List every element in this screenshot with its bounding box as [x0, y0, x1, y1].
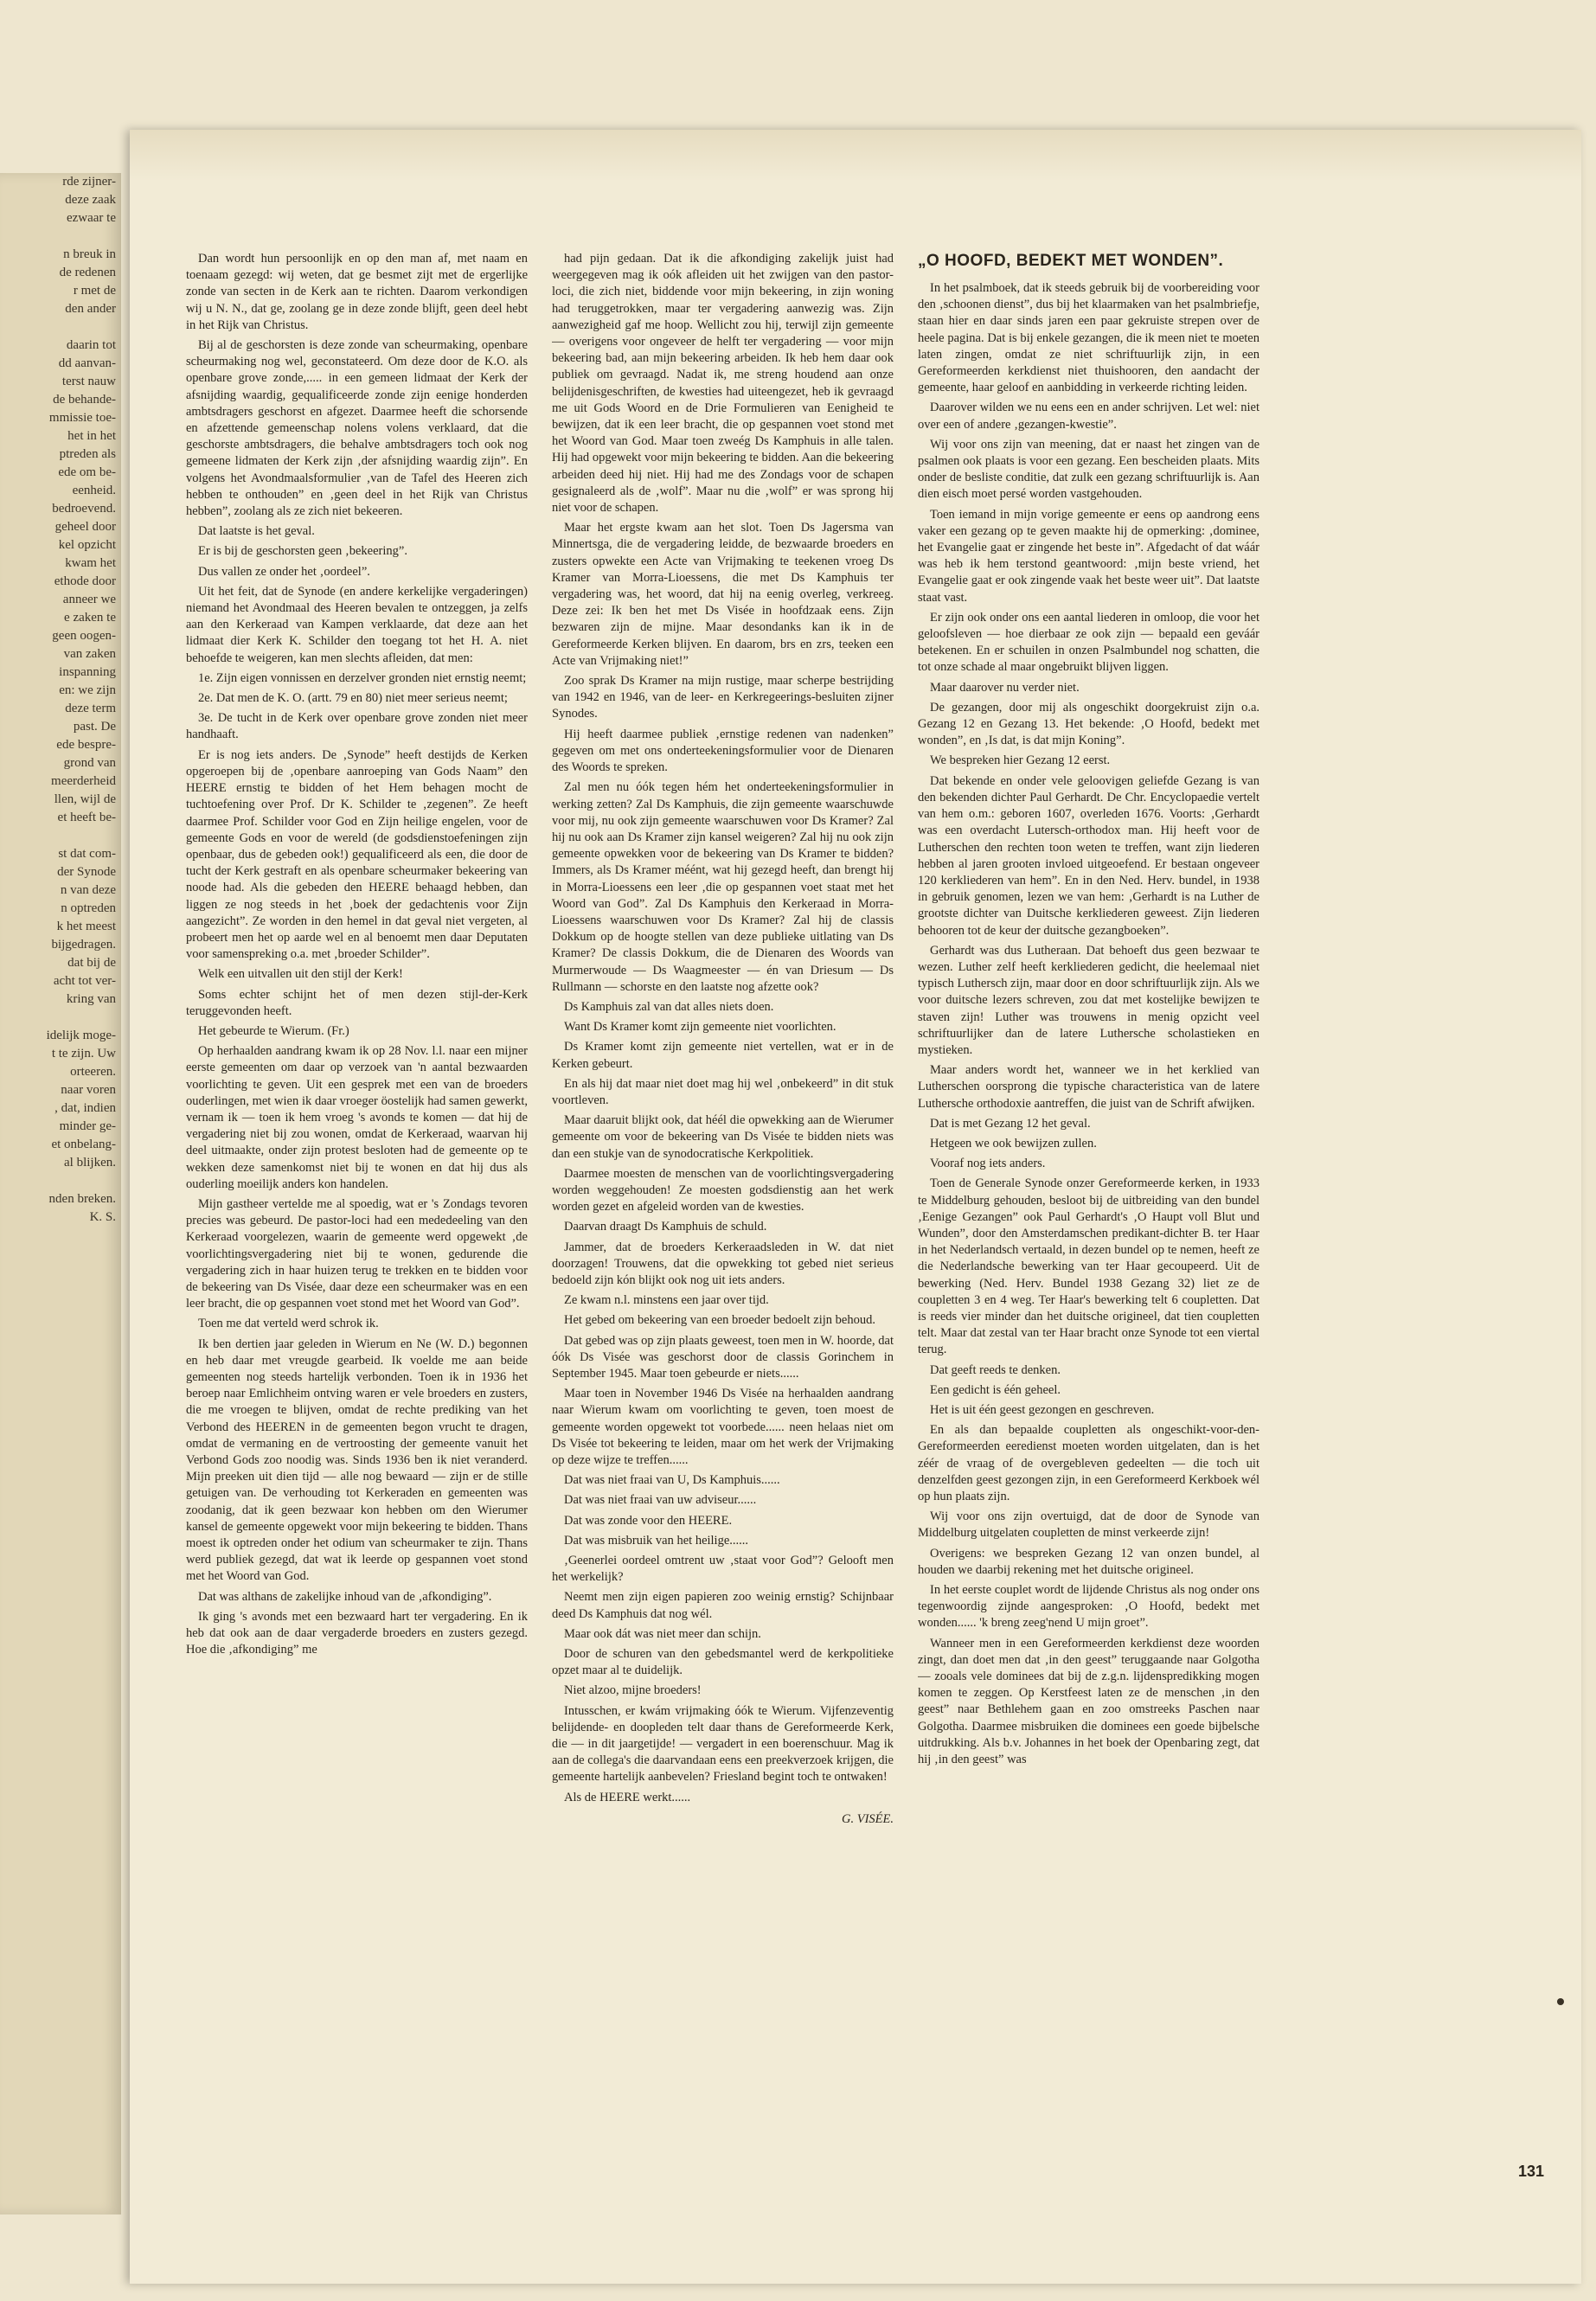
previous-page-line: bedroevend.	[52, 502, 116, 516]
paragraph: De gezangen, door mij als ongeschikt doorgekruist zijn o.a. Gezang 12 en Gezang 13. Het bekende: ‚O Hoofd, bedekt met wonden”, en ‚Is dat, is dat mijn Koning”.	[918, 700, 1259, 748]
paragraph: In het psalmboek, dat ik steeds gebruik bij de voorbereiding voor den ‚schoonen dienst”, dus bij het klaarmaken van het psalmbriefje, staan hier en daar sinds jaren een paar gekruiste strepen over de heele pagina. Dat is bij enkele gezangen, die ik meen niet te moeten laten zingen, omdat ze niet schriftuurlijk zijn, in een Gereformeerden kerkdienst niet thuishooren, den aandacht der gemeente, haar geloof en aanbidding in verkeerde richting leiden.	[918, 281, 1259, 395]
paragraph: Maar daaruit blijkt ook, dat héél die opwekking aan de Wierumer gemeente om voor de bekeering van Ds Visée te bidden niets was dan een stukje van de synodocratische Kerkpolitiek.	[552, 1113, 894, 1161]
previous-page-line: dat bij de	[67, 956, 116, 970]
paragraph: Maar toen in November 1946 Ds Visée na herhaalden aandrang naar Wierum kwam om voorlichting te geven, toen moest de gemeente worden opgewekt tot voorbede...... neen helaas niet om Ds Visée tot bekeering te leiden, maar om het werk der Vrijmaking op deze wijze te treffen......	[552, 1387, 894, 1468]
previous-page-line: t te zijn. Uw	[51, 1047, 116, 1061]
previous-page-line: acht tot ver-	[53, 974, 116, 988]
previous-page-line: de behande-	[53, 393, 116, 407]
paragraph: Maar het ergste kwam aan het slot. Toen Ds Jagersma van Minnertsga, die de vergadering leidde, de bezwaarde broeders en zusters opwekte een Acte van Vrijmaking te teekenen vroeg Ds Kramer van Morra-Lioessens, die met Ds Kamphuis ter vergadering was, het woord, dat hij na eenig overleg, verkreeg. Deze zei: Ik ben het met Ds Visée in hoofdzaak eens. Zijn bezwaren zijn de mijne. Maar desondanks kan ik in de Gereformeerde Kerken blijven. En daarom, brs en zrs, teeken een Acte van Vrijmaking niet!”	[552, 521, 894, 668]
paragraph: In het eerste couplet wordt de lijdende Christus als nog onder ons tegenwoordig zijnde aangesproken: ‚O Hoofd, bedekt met wonden...... 'k breng zeeg'nend U mijn groet”.	[918, 1583, 1259, 1631]
paragraph: Wij voor ons zijn van meening, dat er naast het zingen van de psalmen ook plaats is voor een gezang. Een bescheiden plaats. Mits onder de besliste conditie, dat zulk een gezang schriftuurlijk is. Aan dien eisch moet persé worden vastgehouden.	[918, 437, 1259, 502]
paragraph: En als hij dat maar niet doet mag hij wel ‚onbekeerd” in dit stuk voortleven.	[552, 1076, 894, 1107]
previous-page-line: mmissie toe-	[48, 411, 116, 425]
paragraph: Intusschen, er kwám vrijmaking óók te Wierum. Vijfenzeventig belijdende- en doopleden telt daar thans de Gereformeerde Kerk, die — in dit jaargetijde! — vergadert in een boerenschuur. Mag ik aan de collega's die daarvandaan eens een preekverzoek krijgen, die gemeente hartelijk aanbevelen? Friesland begint toch te ontwaken!	[552, 1703, 894, 1785]
paragraph: Toen me dat verteld werd schrok ik.	[198, 1317, 379, 1331]
previous-page-line: ptreden als	[59, 447, 116, 461]
paragraph: Mijn gastheer vertelde me al spoedig, wat er 's Zondags tevoren precies was gebeurd. De pastor-loci had een mededeeling van den Kerkeraad voorgelezen, waarin de gemeente werd opgewekt ‚de voorlichtingsvergadering niet bij te wonen, gedurende die vergadering zich in haar huizen terug te trekken en te bidden voor de bekeering van Ds Visée, daar deze een scheurmaker was en een leer bracht, die op gespannen voet stond met het Woord van God”.	[186, 1196, 528, 1311]
paragraph: Dat was althans de zakelijke inhoud van de ‚afkondiging”.	[198, 1589, 492, 1604]
author-signature: G. VISÉE.	[842, 1811, 894, 1826]
paragraph: Soms echter schijnt het of men dezen stijl-der-Kerk teruggevonden heeft.	[186, 987, 528, 1018]
previous-page-line: inspanning	[59, 665, 116, 679]
paragraph: Als de HEERE werkt......	[564, 1790, 691, 1804]
previous-page-strip	[0, 173, 121, 2214]
paragraph: 1e. Zijn eigen vonnissen en derzelver gronden niet ernstig neemt;	[198, 670, 527, 685]
paragraph: Daarvan draagt Ds Kamphuis de schuld.	[564, 1220, 767, 1234]
previous-page-line	[0, 318, 121, 336]
paragraph: Neemt men zijn eigen papieren zoo weinig ernstig? Schijnbaar deed Ds Kamphuis dat nog wél.	[552, 1590, 894, 1621]
previous-page-line	[0, 827, 121, 845]
paragraph: Het gebeurde te Wierum. (Fr.)	[198, 1023, 349, 1038]
paragraph: Daarover wilden we nu eens een en ander schrijven. Let wel: niet over een of andere ‚gezangen-kwestie”.	[918, 401, 1259, 432]
paragraph: Het gebed om bekeering van een broeder bedoelt zijn behoud.	[564, 1313, 875, 1328]
column-2	[552, 251, 894, 2145]
paragraph: Op herhaalden aandrang kwam ik op 28 Nov. l.l. naar een mijner eerste gemeenten om daar op verzoek van 'n aantal bezwaarden voorlichting te geven. Uit een gesprek met een van de broeders ouderlingen, met wien ik daar vroeger öostelijk had samen gewerkt, vernam ik — toen ik hem vroeg 's avonds te komen — dat hij de vergadering niet bij zou wonen, omdat de Kerkeraad, waarvan hij deel uitmaakte, onder zijn protest besloten had de gemeente op te wekken deze samenkomst niet bij te wonen en dat hij dus als ouderling moeilijk anders kon handelen.	[186, 1044, 528, 1191]
paragraph: Overigens: we bespreken Gezang 12 van onzen bundel, al houden we daarbij rekening met het duitsche origineel.	[918, 1546, 1259, 1577]
paragraph: had pijn gedaan. Dat ik die afkondiging zakelijk juist had weergegeven mag ik oók afleiden uit het zwijgen van den pastor-loci, die zich niet, biddende voor mijn bekeering, in zijn woning had teruggetrokken, maar ter vergadering aanwezig was. Zijn aanwezigheid gaf me hoop. Wellicht zou hij, terwijl zijn gemeente — overigens voor ongeveer de helft ter vergadering — voor mijn bekeering bad, aan mijn bekeering arbeiden. Ik heb hem daar ook publiek om gevraagd. Nadat ik, me streng houdend aan onze belijdenisgeschriften, de kwesties had uiteengezet, heb ik gevraagd me uit Gods Woord en de Drie Formulieren van Eenigheid te bewijzen, dat ik een leer bracht, die op gespannen voet stond met het Woord van God. Maar toen zweég Ds Kamphuis in alle talen. Hij had opgewekt voor mijn bekeering te bidden. Aan die bekeering arbeiden deed hij niet. Hij had me des Zondags voor de schapen gesignaleerd als de ‚wolf”. Maar nu die ‚wolf” er was sprong hij niet voor de schapen.	[552, 252, 894, 516]
column-3	[918, 251, 1259, 2145]
paragraph: Jammer, dat de broeders Kerkeraadsleden in W. dat niet doorzagen! Trouwens, dat die opwekking tot gebed niet serieus bedoeld zijn kón blijkt ook nog uit iets anders.	[552, 1240, 894, 1287]
paragraph: Zoo sprak Ds Kramer na mijn rustige, maar scherpe bestrijding van 1942 en 1946, van de leer- en Kerkregeerings-besluiten zijner Synodes.	[552, 674, 894, 721]
previous-page-line: n breuk in	[63, 247, 116, 261]
previous-page-line: het in het	[67, 429, 116, 443]
paragraph: Er is bij de geschorsten geen ‚bekeering”.	[198, 544, 407, 559]
previous-page-line: ede om be-	[58, 465, 116, 479]
previous-page-line: K. S.	[89, 1210, 116, 1224]
previous-page-line: idelijk moge-	[46, 1029, 116, 1042]
previous-page-line: deze zaak	[65, 193, 116, 207]
previous-page-line: ethode door	[54, 574, 116, 588]
previous-page-line: kring van	[66, 992, 116, 1006]
previous-page-line: , dat, indien	[54, 1101, 116, 1115]
section-title: „O HOOFD, BEDEKT MET WONDEN”.	[918, 252, 1224, 270]
paragraph: Dat was niet fraai van uw adviseur......	[564, 1493, 757, 1508]
paragraph: Ds Kramer komt zijn gemeente niet vertellen, wat er in de Kerken gebeurt.	[552, 1040, 894, 1071]
paragraph: Zal men nu óók tegen hém het onderteekeningsformulier in werking zetten? Zal Ds Kamphuis, die zijn gemeente waarschuwde voor mij, nu ook zijn gemeente waarschuwen voor Ds Kramer? Zal hij nu ook aan Ds Kramer zijn kansel weigeren? Zal hij nu ook zijn gemeente opwekken voor de bekeering van Ds Kramer te bidden? Immers, als Ds Kramer méént, wat hij gezegd heeft, dan brengt hij in Morra-Lioessens een leer ‚die op gespannen voet staat met het Woord van God”. Zal Ds Kamphuis den Kerkeraad in Morra-Lioessens waarschuwen voor Ds Kramer? Zal hij de classis Dokkum op de hoogte stellen van deze publieke uitlating van Ds Kramer? De classis Dokkum, die de Dienaren des Woords van Murmerwoude — Ds Waagmeester — én van Driesum — Ds Rullmann — schorste en den laatste nog afzette ook?	[552, 780, 894, 994]
paragraph: Gerhardt was dus Lutheraan. Dat behoeft dus geen bezwaar te wezen. Luther zelf heeft kerkliederen gedicht, die heelemaal niet typisch Luthersch zijn, maar door en door schriftuurlijk zijn. Als we voor duitsche lezers schreven, zou dat met kostelijke bewijzen te staven zijn! Luther was trouwens in menig opzicht veel schriftuurlijker dan de latere Luthersche scholastieken en mystieken.	[918, 943, 1259, 1057]
paragraph: Bij al de geschorsten is deze zonde van scheurmaking, openbare scheurmaking nog wel, geconstateerd. Om deze door de K.O. als openbare grove zonde,..... in een gemeen lidmaat der Kerk der afsnijding waardig, gequalificeerde zonde zijn eenige honderden ambtsdragers geschorst en afgezet. Daarmee heeft die schorsende en afzettende gemeenschap nolens volens verklaard, dat die geschorste ambtsdragers, die behalve ambtsdragers toch ook nog gemeene lidmaten der Kerk zijn ‚der afsnijding waardig zijn”. En volgens het Avondmaalsformulier ‚van de Tafel des Heeren zich hebben te onthouden” en ‚geen deel in het Rijk van Christus hebben”, zoolang als ze zich niet bekeeren.	[186, 338, 528, 519]
previous-page-line: dd aanvan-	[58, 356, 116, 370]
paragraph: Dat gebed was op zijn plaats geweest, toen men in W. hoorde, dat óók Ds Visée was geschorst door de classis Gorinchem in September 1945. Maar toen gebeurde er niets......	[552, 1333, 894, 1381]
newspaper-page	[130, 130, 1581, 2284]
previous-page-line	[0, 1009, 121, 1027]
previous-page-line: bijgedragen.	[51, 938, 116, 952]
paragraph: Vooraf nog iets anders.	[930, 1157, 1046, 1171]
previous-page-line: terst nauw	[61, 375, 116, 388]
previous-page-line: der Synode	[57, 865, 116, 879]
previous-page-line: orteeren.	[70, 1065, 116, 1079]
paragraph: Er is nog iets anders. De ‚Synode” heeft destijds de Kerken opgeroepen bij de ‚openbare aanroeping van Gods Naam” den HEERE ernstig te bidden of het Hem behagen mocht de tuchtoefening over Prof. Dr K. Schilder te ‚zegenen”. Ze heeft daarmee Prof. Schilder voor God en Zijn heilige engelen, voor de gemeente Gods en voor de wereld (de godsdienstoefeningen zijn openbaar, dus de gebeden ook!) gequalificeerd als een, die door de tucht der Kerk gestraft en als openbare scheurmaker bekeering van noode had. Als die gebeden den HEERE behaagd hebben, dan liggen ze nog steeds in het ‚boek der gedachtenis voor Zijn aangezicht”. Ze worden in den hemel in dat geval niet vergeten, al probeert men het op aarde wel en al benoemt men daar Deputaten voor samenspreking o.a. met ‚broeder Schilder”.	[186, 747, 528, 962]
previous-page-line: rde zijner-	[62, 175, 116, 189]
paragraph: Toen iemand in mijn vorige gemeente er eens op aandrong eens vaker een gezang op te geven maakte hij de opmerking: ‚dominee, het Evangelie gaat er zingende het beste in”. Afgedacht of dat wáár was heb ik hem terstond geantwoord: ‚mijn beste vriend, het Evangelie gaat er ook zingende vaak het beste weer uit”. Dat laatste staat vast.	[918, 507, 1259, 605]
paragraph: Dus vallen ze onder het ‚oordeel”.	[198, 564, 370, 579]
previous-page-line: kel opzicht	[58, 538, 116, 552]
paragraph: 3e. De tucht in de Kerk over openbare grove zonden niet meer handhaaft.	[186, 711, 528, 742]
paragraph: Er zijn ook onder ons een aantal liederen in omloop, die voor het geloofsleven — hoe dierbaar ze ook zijn — bepaald een geváár betekenen. En er schuilen in onzen Psalmbundel nog schatten, die tot onze schade al maar ongebruikt blijven liggen.	[918, 610, 1259, 675]
paragraph: Ik ben dertien jaar geleden in Wierum en Ne (W. D.) begonnen en heb daar met vreugde gearbeid. Ik voelde me aan beide gemeenten nog steeds hartelijk verbonden. Toen ik in 1936 het beroep naar Emlichheim ontving waren er vele broeders en zusters, die me vroegen te blijven, omdat de rechte prediking van het Verbond des HEEREN in de gemeenten begon vrucht te dragen, omdat de vermaning en de vertroosting der gemeente vanuit het Verbond Gods zoo noodig was. Sinds 1936 ben ik niet veranderd. Mijn preeken uit dien tijd — alle nog bewaard — zijn er de stille getuigen van. De verhouding tot Kerkeraden en gemeenten was zoodanig, dat ik geen bezwaar kon hebben om den Wierumer kansel de gemeente opgewekt voor mijn bekeering te bidden. Thans moest ik optreden onder het odium van scheurmaker te zijn. Thans werd publiek gezegd, dat wat ik leerde op gespannen voet stond met het Woord van God.	[186, 1336, 528, 1584]
previous-page-line	[0, 228, 121, 246]
previous-page-line: n optreden	[61, 901, 116, 915]
paragraph: Wij voor ons zijn overtuigd, dat de door de Synode van Middelburg uitgelaten coupletten de minst verkeerde zijn!	[918, 1509, 1259, 1541]
paragraph: Het is uit één geest gezongen en geschreven.	[930, 1403, 1155, 1417]
paragraph: En als dan bepaalde coupletten als ongeschikt-voor-den-Gereformeerden eeredienst moeten worden uitgelaten, dan is het zéér de vraag of de overgebleven gedeelten — die toch uit denzelfden geest gezongen zijn, in een Gereformeerd Kerkboek wél op hun plaats zijn.	[918, 1423, 1259, 1504]
paragraph: Wanneer men in een Gereformeerden kerkdienst deze woorden zingt, dan doet men dat ‚in den geest” teruggaande naar Golgotha — zooals vele dominees dat bij de z.g.n. lijdenspredikking mogen komen te zeggen. Op Kerstfeest laten ze de menschen ‚in den geest” naar Bethlehem gaan en zoo omstreeks Paschen naar Golgotha. Daarmee misbruiken die dominees een goede bijbelsche uitdrukking. Als b.v. Johannes in het boek der Openbaring zegt, dat hij ‚in den geest” was	[918, 1636, 1259, 1767]
paragraph: Niet alzoo, mijne broeders!	[564, 1683, 702, 1698]
previous-page-line: kwam het	[65, 556, 116, 570]
previous-page-line: anneer we	[62, 593, 116, 606]
paragraph: Toen de Generale Synode onzer Gereformeerde kerken, in 1933 te Middelburg gehouden, besloot bij de uitbreiding van den bundel ‚Eenige Gezangen” ook Paul Gerhardt's ‚O Haupt voll Blut und Wunden”, door den Amsterdamschen predikant-dichter B. ter Haar in het Nederlandsch vertaald, in dezen bundel op te nemen, heeft ze die Nederlandsche bewerking van ter Haar gecoupeerd. Uit de bewerking (Ned. Herv. Bundel 1938 Gezang 32) liet ze de coupletten 3 en 4 weg. Ter Haar's bewerking telt 6 coupletten. Dat is reeds vier minder dan het duitsche origineel, dat tien coupletten telt. Maar dat zestal van ter Haar bracht onze Synode tot een viertal terug.	[918, 1176, 1259, 1357]
previous-page-line: de redenen	[59, 266, 116, 279]
previous-page-line: ezwaar te	[66, 211, 116, 225]
previous-page-line: n van deze	[60, 883, 116, 897]
previous-page-line: meerderheid	[51, 774, 116, 788]
margin-mark	[1557, 1998, 1564, 2005]
column-1	[186, 251, 528, 2145]
previous-page-line: eenheid.	[72, 484, 116, 497]
paragraph: Dat was misbruik van het heilige......	[564, 1533, 749, 1548]
previous-page-line: en: we zijn	[59, 683, 116, 697]
paragraph: Dan wordt hun persoonlijk en op den man af, met naam en toenaam gezegd: wij weten, dat ge besmet zijt met de ergerlijke zonde van secten in de Kerk aan te richten. Daarom verkondigen wij u N. N., dat ge, zoolang ge in deze zonde blijft, geen deel hebt in het Rijk van Christus.	[186, 252, 528, 332]
paragraph: Maar ook dát was niet meer dan schijn.	[564, 1626, 761, 1641]
previous-page-line: r met de	[73, 284, 116, 298]
paragraph: Want Ds Kramer komt zijn gemeente niet voorlichten.	[564, 1020, 836, 1035]
paragraph: Dat is met Gezang 12 het geval.	[930, 1116, 1091, 1131]
previous-page-line: geen oogen-	[52, 629, 116, 643]
previous-page-line: et onbelang-	[51, 1138, 116, 1151]
paragraph: Daarmee moesten de menschen van de voorlichtingsvergadering worden weggehouden! Ze moesten godsdienstig aan het werk worden gezet en afgeleid worden van de kwesties.	[552, 1166, 894, 1215]
paragraph: Een gedicht is één geheel.	[930, 1382, 1061, 1397]
paragraph: Dat laatste is het geval.	[198, 524, 315, 539]
previous-page-line: den ander	[65, 302, 116, 316]
previous-page-line: al blijken.	[64, 1156, 116, 1170]
paragraph: Ds Kamphuis zal van dat alles niets doen.	[564, 999, 774, 1014]
previous-page-line: llen, wijl de	[54, 792, 116, 806]
previous-page-line: minder ge-	[59, 1119, 116, 1133]
previous-page-line: st dat com-	[58, 847, 116, 861]
page-top-shadow	[130, 130, 1581, 182]
previous-page-line: et heeft be-	[57, 811, 116, 824]
previous-page-line: geheel door	[54, 520, 116, 534]
paragraph: Door de schuren van den gebedsmantel werd de kerkpolitieke opzet maar al te duidelijk.	[552, 1647, 894, 1678]
paragraph: Dat was niet fraai van U, Ds Kamphuis......	[564, 1473, 780, 1488]
paragraph: Dat geeft reeds te denken.	[930, 1362, 1061, 1377]
previous-page-line: van zaken	[63, 647, 116, 661]
paragraph: Uit het feit, dat de Synode (en andere kerkelijke vergaderingen) niemand het Avondmaal des Heeren bevalen te ontzeggen, ja zelfs aan den Kerkeraad van Kampen verklaarde, dat deze aan het lidmaat dier Kerk K. Schilder den toegang tot het H. A. niet behoefde te weigeren, kan men slechts afleiden, dat men:	[186, 584, 528, 665]
previous-page-line: ede bespre-	[56, 738, 116, 752]
paragraph: We bespreken hier Gezang 12 eerst.	[930, 753, 1111, 768]
previous-page-line: daarin tot	[66, 338, 116, 352]
previous-page-line: naar voren	[61, 1083, 116, 1097]
previous-page-line: grond van	[63, 756, 116, 770]
previous-page-line: k het meest	[56, 920, 116, 933]
paragraph: 2e. Dat men de K. O. (artt. 79 en 80) niet meer serieus neemt;	[198, 691, 508, 706]
previous-page-line: e zaken te	[64, 611, 116, 625]
paragraph: Hetgeen we ook bewijzen zullen.	[930, 1136, 1097, 1150]
paragraph: Dat bekende en onder vele geloovigen geliefde Gezang is van den bekenden dichter Paul Gerhardt. De Chr. Encyclopaedie vertelt van hem o.m.: geboren 1607, overleden 1676. Voorts: ‚Gerhardt was een overdacht Lutersch-orthodox man. Hij heeft voor de Lutherschen den rechten toon weten te treffen, want zijn liederen hebben al jaren grooten invloed uitgeoefend. Er bestaan ongeveer 120 kerkliederen van hem”. En in den Ned. Herv. bundel, in 1938 in gebruik genomen, lezen we van hem: ‚Gerhardt is na Luther de grootste dichter van Duitsche kerkliederen geweest. Zijn liederen behooren tot de keur der duitsche gezangboeken”.	[918, 773, 1259, 938]
paragraph: Maar anders wordt het, wanneer we in het kerklied van Lutherschen oorsprong die typische characteristica van de latere Luthersche orthodoxie aantreffen, die juist van de Schrift afwijken.	[918, 1063, 1259, 1111]
paragraph: ‚Geenerlei oordeel omtrent uw ‚staat voor God”? Gelooft men het werkelijk?	[552, 1554, 894, 1585]
previous-page-line: nden breken.	[48, 1192, 116, 1206]
paragraph: Hij heeft daarmee publiek ‚ernstige redenen van nadenken” gegeven om met ons onderteekeningsformulier voor de Dienaren des Woords te spreken.	[552, 727, 894, 775]
page-number: 131	[1518, 2163, 1545, 2180]
paragraph: Welk een uitvallen uit den stijl der Kerk!	[198, 967, 403, 982]
previous-page-line: past. De	[73, 720, 116, 734]
paragraph: Ze kwam n.l. minstens een jaar over tijd.	[564, 1293, 769, 1308]
paragraph: Maar daarover nu verder niet.	[930, 680, 1080, 695]
previous-page-line	[0, 1172, 121, 1190]
paragraph: Dat was zonde voor den HEERE.	[564, 1513, 733, 1528]
previous-page-line: deze term	[65, 702, 116, 715]
paragraph: Ik ging 's avonds met een bezwaard hart ter vergadering. En ik heb dat ook aan de daar vergaderde broeders en zusters gezegd. Hoe die ‚afkondiging” me	[186, 1609, 528, 1657]
